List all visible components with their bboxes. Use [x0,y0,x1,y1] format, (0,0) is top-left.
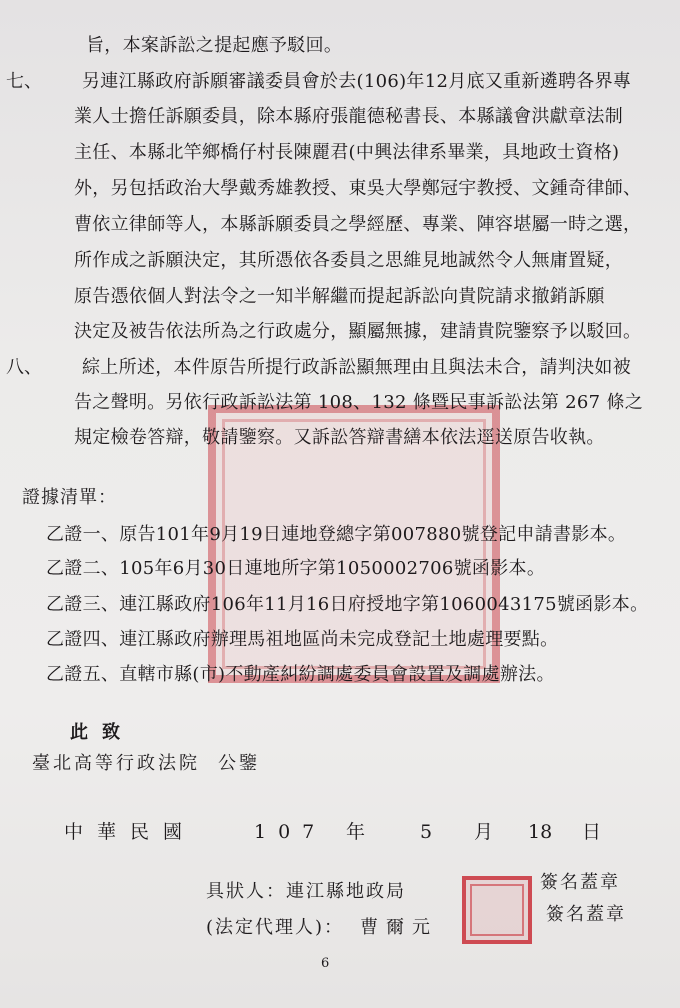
evidence-item-5: 乙證五、直轄市縣(市)不動產糾紛調處委員會設置及調處辦法。 [46,664,555,685]
date-month-unit: 月 [474,821,494,843]
item-7-line-3: 主任、本縣北竿鄉橋仔村長陳麗君(中興法律系畢業，具地政士資格) [74,142,620,163]
item-8-number: 八、 [6,357,42,378]
item-8-line-2: 告之聲明。另依行政訴訟法第 108、132 條暨民事訴訟法第 267 條之 [74,392,644,413]
item-8-line-1: 綜上所述，本件原告所提行政訴訟顯無理由且與法未合，請判決如被 [82,357,631,378]
closing-court-suffix: 公鑒 [218,753,260,774]
evidence-item-2: 乙證二、105年6月30日連地所字第1050002706號函影本。 [46,558,546,579]
date-year: 107 [254,821,327,843]
item-8-line-3: 規定檢卷答辯，敬請鑒察。又訴訟答辯書繕本依法逕送原告收執。 [74,427,605,448]
body-line-1: 旨，本案訴訟之提起應予駁回。 [86,35,343,56]
closing-to: 此致 [70,722,134,743]
sign-stamp-label-1: 簽名蓋章 [540,872,620,893]
date-month: 5 [420,821,433,843]
personal-seal-stamp [462,876,532,944]
sign-stamp-label-2: 簽名蓋章 [546,904,626,925]
date-day: 18 [528,821,553,843]
closing-court: 臺北高等行政法院 [32,753,200,774]
item-7-line-7: 原告憑依個人對法令之一知半解繼而提起訴訟向貴院請求撤銷訴願 [74,286,605,307]
page-number: 6 [321,956,330,971]
item-7-number: 七、 [6,71,42,92]
item-7-line-1: 另連江縣政府訴願審議委員會於去(106)年12月底又重新遴聘各界專 [82,71,632,92]
evidence-heading: 證據清單： [22,487,117,508]
date-day-unit: 日 [582,821,602,843]
item-7-line-8: 決定及被告依法所為之行政處分，顯屬無據，建請貴院鑒察予以駁回。 [74,321,642,342]
evidence-item-3: 乙證三、連江縣政府106年11月16日府授地字第1060043175號函影本。 [46,594,649,615]
date-era: 中華民國 [64,821,197,843]
item-7-line-4: 外，另包括政治大學戴秀雄教授、東吳大學鄭冠宇教授、文鍾奇律師、 [74,178,642,199]
evidence-item-1: 乙證一、原告101年9月19日連地登總字第007880號登記申請書影本。 [46,524,627,545]
item-7-line-5: 曹依立律師等人，本縣訴願委員之學經歷、專業、陣容堪屬一時之選， [74,214,642,235]
evidence-item-4: 乙證四、連江縣政府辦理馬祖地區尚未完成登記土地處理要點。 [46,629,559,650]
item-7-line-2: 業人士擔任訴願委員，除本縣府張龍德秘書長、本縣議會洪獻章法制 [74,106,623,127]
agent-name: 曹爾元 [360,917,438,938]
agent-label: (法定代理人)： [206,917,345,938]
date-year-unit: 年 [346,821,366,843]
item-7-line-6: 所作成之訴願決定，其所憑依各委員之思維見地誠然令人無庸置疑， [74,250,623,271]
filer-label: 具狀人：連江縣地政局 [206,881,406,902]
